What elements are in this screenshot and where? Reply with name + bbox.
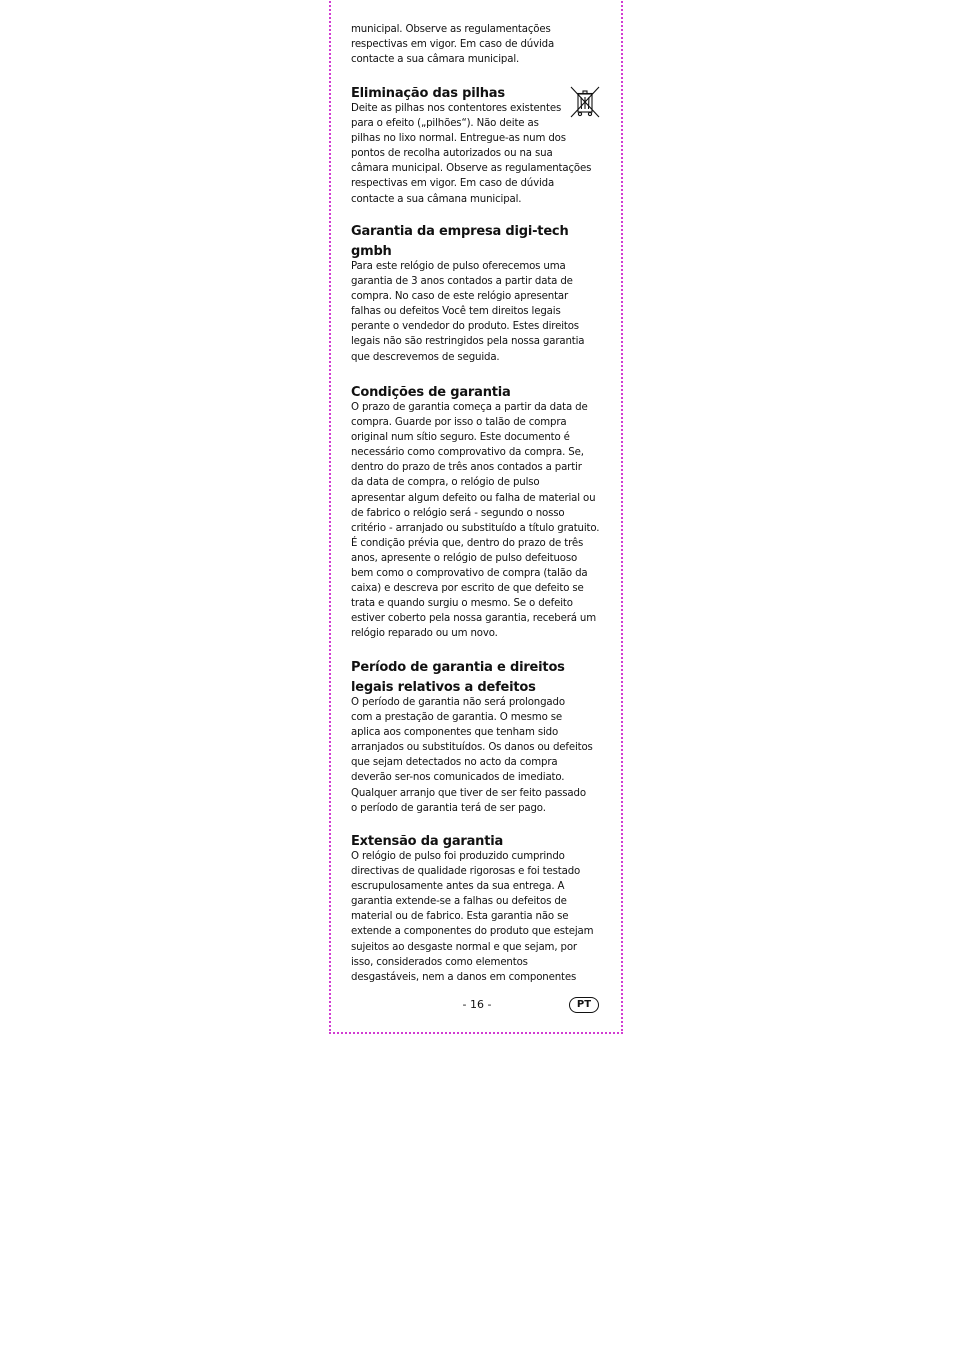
crossed-out-bin-icon [569,85,601,119]
section-title: Extensão da garantia [351,834,504,849]
language-badge: PT [569,997,599,1013]
section-title: Garantia da empresa digi-tech gmbh [351,224,569,259]
section-title: Condições de garantia [351,385,511,400]
section-body: O prazo de garantia começa a partir da data de compra. Guarde por isso o talão de compra original num sítio seguro. Este documento é necessário como comprovativo da compra. Se, dentro do prazo de três anos contados a partir da data de compra, o relógio de pulso apresentar algum defeito ou falha de material ou de fabrico o relógio será - segundo o nosso critério - arranjado ou substituído a título gratuito. É condição prévia que, dentro do prazo de três anos, apresente o relógio de pulso defeituoso bem como o comprovativo de compra (talão da caixa) e descreva por escrito de que defeito se trata e quando surgiu o mesmo. Se o defeito estiver coberto pela nossa garantia, receberá um relógio reparado ou um novo. [351,402,600,640]
section-title: Período de garantia e direitos legais relativos a defeitos [351,660,565,695]
section-body: Deite as pilhas nos contentores existentes para o efeito („pilhões“). Não deite as pilhas no lixo normal. Entregue-as num dos pontos de recolha autorizados ou na sua câmara municipal. Observe as regulamentações respectivas em vigor. Em caso de dúvida contacte a sua câmana municipal. [351,103,592,205]
section-body: O relógio de pulso foi produzido cumprindo directivas de qualidade rigorosas e foi testado escrupulosamente antes da sua entrega. A garantia extende-se a falhas ou defeitos de material ou de fabrico. Esta garantia não se extende a componentes do produto que estejam sujeitos ao desgaste normal e que sejam, por isso, considerados como elementos desgastáveis, nem a danos em componentes [351,851,594,983]
section-title: Eliminação das pilhas [351,86,505,101]
section-company-warranty [351,222,601,365]
intro-paragraph: municipal. Observe as regulamentações respectivas em vigor. Em caso de dúvida contacte a sua câmara municipal. [351,24,555,66]
section-body: Para este relógio de pulso oferecemos uma garantia de 3 anos contados a partir data de compra. No caso de este relógio apresentar falhas ou defeitos Você tem direitos legais perante o vendedor do produto. Estes direitos legais não são restringidos pela nossa garantia que descrevemos de seguida. [351,261,585,363]
section-battery-disposal [351,84,601,207]
section-warranty-conditions [351,383,601,642]
section-warranty-scope [351,832,601,985]
page-number: - 16 - [462,998,492,1011]
section-warranty-period [351,658,601,816]
section-body: O período de garantia não será prolongado com a prestação de garantia. O mesmo se aplica aos componentes que tenham sido arranjados ou substituídos. Os danos ou defeitos que sejam detectados no acto da compra deverão ser-nos comunicados de imediato. Qualquer arranjo que tiver de ser feito passado o período de garantia terá de ser pago. [351,697,593,814]
